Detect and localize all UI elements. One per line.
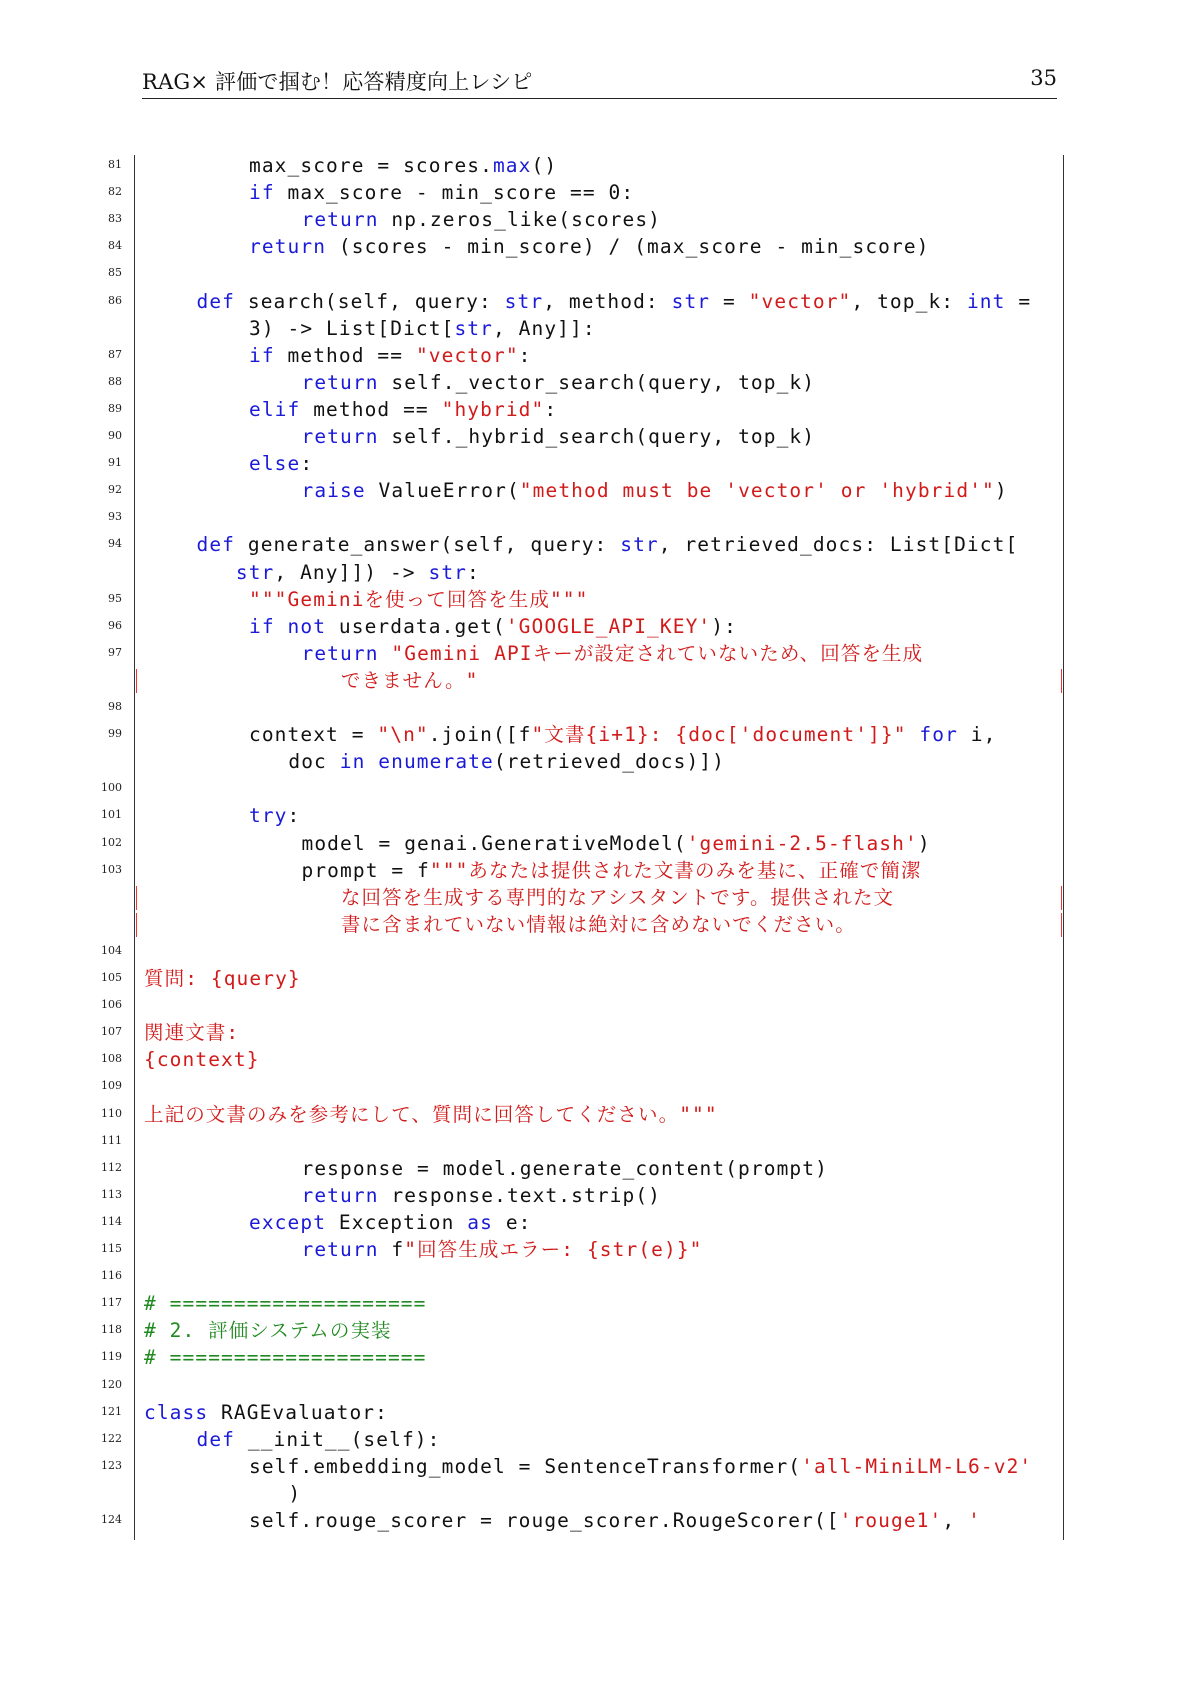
- code-token: context =: [249, 723, 378, 747]
- line-number: 106: [101, 998, 122, 1012]
- code-string: 'GOOGLE_API_KEY': [505, 614, 712, 638]
- code-keyword: try: [249, 804, 288, 828]
- code-text: [144, 1317, 392, 1344]
- code-line: [0, 857, 1191, 884]
- code-keyword: str: [428, 560, 468, 584]
- code-keyword: str: [620, 533, 659, 557]
- code-keyword: max: [492, 154, 532, 177]
- line-number: 92: [108, 483, 122, 497]
- code-token: ValueError(: [365, 479, 520, 503]
- code-line: [0, 640, 1191, 667]
- line-number: 89: [108, 401, 122, 415]
- code-keyword: def: [196, 533, 236, 557]
- code-token: self._hybrid_search(query, top_k): [378, 425, 816, 448]
- code-text: [236, 559, 480, 586]
- code-text: [302, 206, 662, 233]
- code-comment: # ====================: [144, 1346, 427, 1370]
- code-line: [0, 1426, 1191, 1453]
- code-string: "文書{i+1}: {doc['document']}": [531, 723, 907, 747]
- code-keyword: str: [235, 560, 275, 584]
- code-keyword: as: [467, 1210, 493, 1234]
- code-line: [0, 152, 1191, 179]
- code-string: 'gemini-2.5-flash': [686, 831, 918, 855]
- line-number: 99: [108, 727, 122, 741]
- code-line: [0, 667, 1191, 694]
- line-number: 108: [101, 1052, 122, 1066]
- code-line: [0, 586, 1191, 613]
- code-string: 質問: {query}: [144, 967, 301, 990]
- code-text: [302, 830, 931, 857]
- code-text: [288, 748, 725, 775]
- code-line: [0, 1128, 1191, 1155]
- line-number: 121: [101, 1404, 122, 1418]
- code-token: prompt = f: [301, 858, 430, 882]
- code-token: ): [917, 831, 931, 855]
- code-string: """あなたは提供された文書のみを基に、正確で簡潔: [429, 858, 922, 882]
- code-keyword: if not: [249, 614, 327, 638]
- line-number: 110: [101, 1106, 122, 1120]
- wrap-marker: [136, 886, 137, 910]
- line-number: 83: [108, 212, 122, 226]
- wrap-marker: [136, 913, 137, 937]
- code-line: [0, 1101, 1191, 1128]
- code-token: __init__(self):: [235, 1427, 441, 1451]
- code-token: 3) -> List[Dict[: [249, 316, 455, 340]
- line-number: 86: [108, 293, 122, 307]
- code-token: =: [710, 289, 749, 313]
- code-line: [0, 1263, 1191, 1290]
- code-keyword: str: [671, 289, 711, 313]
- code-text: [302, 640, 924, 667]
- line-number: 87: [108, 347, 122, 361]
- code-text: [249, 152, 557, 179]
- code-keyword: elif: [249, 397, 301, 421]
- code-text: [249, 315, 596, 342]
- code-text: [249, 802, 300, 829]
- line-number: 84: [108, 239, 122, 253]
- code-line: [0, 1480, 1191, 1507]
- code-line: [0, 288, 1191, 315]
- code-string: "vector": [415, 343, 519, 367]
- code-keyword: except: [249, 1210, 327, 1234]
- line-number: 97: [108, 645, 122, 659]
- code-token: (scores - min_score) / (max_score - min_score): [326, 235, 930, 259]
- code-token: , Any]]) ->: [274, 560, 429, 584]
- code-text: [144, 965, 301, 992]
- code-keyword: for: [919, 723, 958, 747]
- code-line: [0, 260, 1191, 287]
- code-keyword: int: [966, 289, 1006, 313]
- code-line: [0, 965, 1191, 992]
- code-line: [0, 884, 1191, 911]
- code-line: [0, 1182, 1191, 1209]
- code-line: [0, 423, 1191, 450]
- code-string: 書に含まれていない情報は絶対に含めないでください。: [340, 912, 856, 936]
- code-keyword: return: [301, 641, 379, 665]
- code-text: [249, 1453, 1032, 1480]
- line-number: 123: [101, 1458, 122, 1472]
- code-comment: # ====================: [144, 1292, 427, 1316]
- line-number: 120: [101, 1377, 122, 1391]
- line-number: 103: [101, 862, 122, 876]
- code-token: response.text.strip(): [378, 1183, 662, 1207]
- wrap-marker: [136, 669, 137, 693]
- line-number: 88: [108, 374, 122, 388]
- line-number: 91: [108, 456, 122, 470]
- code-line: [0, 342, 1191, 369]
- line-number: 119: [101, 1350, 122, 1364]
- code-text: [249, 342, 532, 369]
- code-line: [0, 1399, 1191, 1426]
- line-number: 101: [101, 808, 122, 822]
- code-line: [0, 721, 1191, 748]
- code-token: RAGEvaluator:: [208, 1400, 388, 1424]
- code-line: [0, 911, 1191, 938]
- code-token: generate_answer(self, query:: [235, 533, 621, 557]
- code-line: [0, 1209, 1191, 1236]
- line-number: 117: [101, 1296, 122, 1310]
- code-line: [0, 613, 1191, 640]
- code-keyword: if: [249, 343, 275, 367]
- code-text: [144, 1019, 239, 1046]
- code-string: "hybrid": [441, 397, 545, 421]
- code-line: [0, 531, 1191, 558]
- code-string: "Gemini APIキーが設定されていないため、回答を生成: [391, 641, 924, 665]
- code-token: self.embedding_model = SentenceTransformer(: [249, 1454, 802, 1478]
- line-number: 114: [101, 1214, 122, 1228]
- code-line: [0, 396, 1191, 423]
- page-header: [142, 64, 1057, 99]
- code-token: userdata.get(: [326, 614, 506, 638]
- code-keyword: else: [249, 452, 301, 476]
- code-token: ,: [942, 1509, 969, 1532]
- code-token: Exception: [326, 1210, 468, 1234]
- line-number: 107: [101, 1025, 122, 1039]
- code-token: method ==: [274, 343, 416, 367]
- code-token: :: [467, 560, 480, 584]
- code-text: [249, 586, 588, 613]
- code-keyword: def: [196, 1427, 236, 1451]
- line-number: 94: [108, 537, 122, 551]
- code-keyword: return: [301, 370, 379, 394]
- line-number: 124: [101, 1513, 122, 1526]
- code-text: [249, 179, 634, 206]
- code-line: [0, 748, 1191, 775]
- code-token: f: [378, 1238, 405, 1261]
- code-text: [249, 1507, 981, 1534]
- code-string: できません。": [340, 668, 479, 692]
- code-line: [0, 1317, 1191, 1344]
- code-token: (): [531, 154, 558, 177]
- code-line: [0, 1344, 1191, 1371]
- code-text: [302, 477, 1008, 504]
- code-string: 'rouge1': [839, 1509, 943, 1532]
- code-string: 上記の文書のみを参考にして、質問に回答してください。""": [144, 1102, 718, 1126]
- code-string: "vector": [748, 289, 852, 313]
- code-keyword: return: [301, 425, 379, 448]
- code-line: [0, 315, 1191, 342]
- code-line: [0, 1155, 1191, 1182]
- code-token: doc: [288, 750, 340, 774]
- code-token: =: [1005, 289, 1032, 313]
- line-number: 105: [101, 971, 122, 984]
- code-text: [302, 1236, 703, 1263]
- code-keyword: class: [144, 1400, 209, 1424]
- code-line: [0, 1507, 1191, 1534]
- line-number: 104: [101, 943, 122, 957]
- code-text: [302, 423, 816, 450]
- code-token: method ==: [300, 397, 442, 421]
- code-text: [144, 1399, 388, 1426]
- code-string: """Geminiを使って回答を生成""": [249, 587, 589, 611]
- code-line: [0, 504, 1191, 531]
- code-keyword: return: [249, 235, 327, 259]
- code-line: [0, 1290, 1191, 1317]
- code-token: np.zeros_like(scores): [378, 208, 662, 232]
- code-line: [0, 992, 1191, 1019]
- code-line: [0, 830, 1191, 857]
- code-token: :: [518, 343, 532, 367]
- code-text: [249, 396, 557, 423]
- code-text: [249, 450, 313, 477]
- code-line: [0, 1019, 1191, 1046]
- code-token: :: [300, 452, 314, 476]
- code-text: [144, 1101, 718, 1128]
- code-text: [249, 233, 930, 260]
- code-token: ): [288, 1481, 302, 1505]
- code-line: [0, 369, 1191, 396]
- code-keyword: str: [454, 316, 493, 340]
- code-text: [197, 288, 1032, 315]
- code-line: [0, 1372, 1191, 1399]
- code-token: .join([f: [428, 723, 532, 747]
- code-token: [379, 642, 392, 665]
- code-keyword: return: [301, 1183, 379, 1207]
- code-token: , Any]]:: [492, 316, 596, 340]
- code-line: [0, 179, 1191, 206]
- code-token: [907, 723, 920, 746]
- line-number: 82: [108, 185, 122, 199]
- code-text: [197, 1426, 441, 1453]
- code-text: [249, 613, 737, 640]
- code-keyword: return: [301, 208, 379, 232]
- code-text: [288, 1480, 301, 1507]
- code-line: [0, 1453, 1191, 1480]
- code-string: {context}: [144, 1048, 260, 1072]
- code-token: e:: [492, 1210, 532, 1234]
- code-token: , method:: [543, 289, 672, 313]
- code-token: ): [994, 479, 1008, 503]
- wrap-marker: [1061, 913, 1062, 937]
- code-keyword: return: [301, 1238, 379, 1261]
- code-keyword: def: [196, 289, 236, 313]
- code-line: [0, 477, 1191, 504]
- code-text: [302, 1155, 828, 1182]
- code-comment: # 2. 評価システムの実装: [144, 1319, 392, 1343]
- header-title: RAG× 評価で掴む！応答精度向上レシピ: [142, 70, 533, 94]
- line-number: 93: [108, 510, 122, 524]
- code-line: [0, 559, 1191, 586]
- code-text: [144, 1344, 426, 1371]
- code-line: [0, 694, 1191, 721]
- wrap-marker: [1061, 669, 1062, 693]
- code-string: "\n": [377, 723, 429, 747]
- code-token: :: [287, 804, 301, 828]
- code-line: [0, 233, 1191, 260]
- code-line: [0, 450, 1191, 477]
- code-text: [144, 1046, 260, 1073]
- code-text: [249, 721, 996, 748]
- code-token: self.rouge_scorer = rouge_scorer.RougeScorer([: [249, 1509, 840, 1532]
- code-line: [0, 1073, 1191, 1100]
- code-keyword: in: [339, 750, 366, 774]
- code-token: , top_k:: [851, 289, 967, 313]
- code-token: ):: [711, 614, 737, 638]
- line-number: 95: [108, 591, 122, 605]
- wrap-marker: [1061, 886, 1062, 910]
- line-number: 118: [101, 1323, 122, 1337]
- code-token: model = genai.GenerativeModel(: [301, 831, 687, 855]
- line-number: 115: [101, 1242, 122, 1255]
- code-string: "回答生成エラー: {str(e)}": [404, 1238, 703, 1261]
- code-line: [0, 775, 1191, 802]
- line-number: 109: [101, 1079, 122, 1093]
- line-number: 102: [101, 835, 122, 849]
- code-text: [302, 1182, 662, 1209]
- code-text: [249, 1209, 532, 1236]
- code-token: [365, 750, 378, 773]
- line-number: 85: [108, 266, 122, 280]
- line-number: 116: [101, 1269, 122, 1283]
- code-string: ': [968, 1509, 981, 1532]
- page-number: 35: [1030, 66, 1057, 90]
- code-text: [144, 1290, 426, 1317]
- code-token: response = model.generate_content(prompt): [301, 1156, 828, 1180]
- line-number: 112: [101, 1160, 122, 1174]
- line-number: 113: [101, 1187, 122, 1201]
- code-string: 関連文書:: [144, 1021, 240, 1045]
- line-number: 111: [101, 1133, 122, 1147]
- line-number: 81: [108, 158, 122, 171]
- line-number: 98: [108, 700, 122, 713]
- code-line: [0, 206, 1191, 233]
- code-token: i,: [957, 723, 997, 747]
- code-token: self._vector_search(query, top_k): [378, 370, 816, 394]
- code-text: [341, 667, 479, 694]
- code-token: search(self, query:: [235, 289, 505, 313]
- code-token: :: [544, 397, 558, 421]
- code-token: , retrieved_docs: List[Dict[: [658, 533, 1019, 557]
- code-line: [0, 938, 1191, 965]
- code-text: [341, 911, 856, 938]
- code-line: [0, 1236, 1191, 1263]
- code-token: (retrieved_docs)]): [493, 750, 725, 774]
- code-text: [197, 531, 1019, 558]
- code-text: [302, 857, 922, 884]
- code-token: max_score = scores.: [249, 154, 493, 177]
- code-text: [302, 369, 816, 396]
- code-token: max_score - min_score == 0:: [274, 181, 635, 205]
- code-keyword: if: [249, 181, 275, 205]
- code-line: [0, 1046, 1191, 1073]
- code-string: "method must be 'vector' or 'hybrid'": [519, 479, 995, 503]
- code-line: [0, 802, 1191, 829]
- code-keyword: enumerate: [378, 750, 494, 774]
- line-number: 96: [108, 618, 122, 632]
- code-text: [341, 884, 894, 911]
- code-string: 'all-MiniLM-L6-v2': [801, 1454, 1033, 1478]
- code-string: な回答を生成する専門的なアシスタントです。提供された文: [340, 885, 895, 909]
- code-keyword: str: [504, 289, 544, 313]
- line-number: 90: [108, 429, 122, 442]
- line-number: 100: [101, 781, 122, 795]
- line-number: 122: [101, 1431, 122, 1445]
- code-keyword: raise: [301, 479, 366, 503]
